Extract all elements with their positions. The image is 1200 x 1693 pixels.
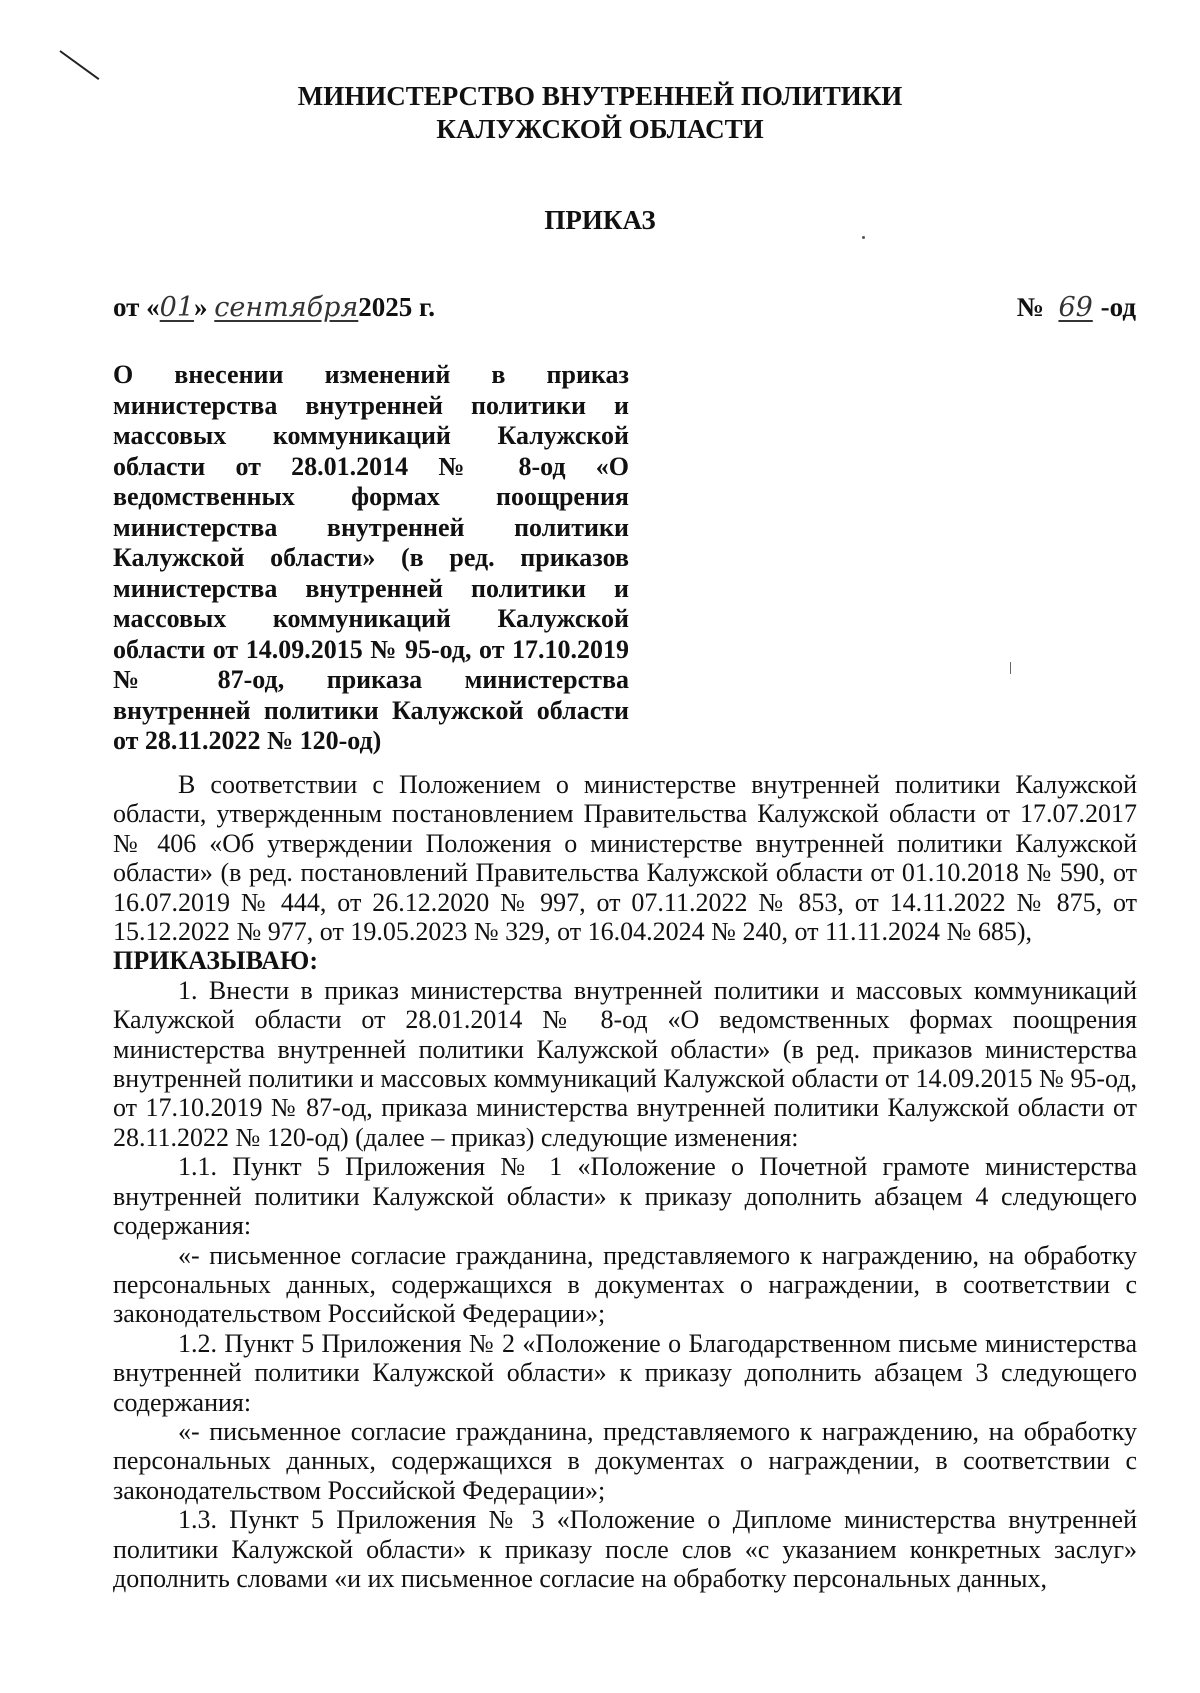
order-date (113, 292, 435, 323)
pen-stroke-mark (59, 50, 99, 80)
preamble-paragraph: В соответствии с Положением о министерстве внутренней политики Калужской области, утвержденным постановлением Правительства Калужской области от 17.07.2017 № 406 «Об утверждении Положения о министерстве внутренней политики Калужской области» (в ред. постановлений Правительства Калужской области от 01.10.2018 № 590, от 16.07.2019 № 444, от 26.12.2020 № 997, от 07.11.2022 № 853, от 14.11.2022 № 875, от 15.12.2022 № 977, от 19.05.2023 № 329, от 16.04.2024 № 240, от 11.11.2024 № 685), (113, 770, 1137, 947)
scan-speck (1010, 662, 1011, 674)
ministry-line-1: МИНИСТЕРСТВО ВНУТРЕННЕЙ ПОЛИТИКИ (297, 81, 903, 111)
order-body (113, 770, 1137, 1593)
clause-1-2-quote: «- письменное согласие гражданина, представляемого к награждению, на обработку персональных данных, содержащихся в документах о награждении, в соответствии с законодательством Российской Федерации»; (113, 1416, 1137, 1505)
order-title: ПРИКАЗ (544, 205, 656, 235)
date-month-handwritten: сентября (214, 292, 359, 323)
date-prefix: от « (113, 292, 160, 322)
scan-speck (862, 236, 865, 239)
clause-1-1-quote: «- письменное согласие гражданина, представляемого к награждению, на обработку персональных данных, содержащихся в документах о награждении, в соответствии с законодательством Российской Федерации»; (113, 1240, 1137, 1329)
ministry-header (0, 80, 1200, 146)
order-number (1017, 292, 1136, 323)
ministry-line-2: КАЛУЖСКОЙ ОБЛАСТИ (436, 114, 764, 144)
number-prefix: № (1016, 292, 1044, 322)
number-handwritten: 69 (1058, 292, 1093, 323)
number-suffix: -од (1100, 292, 1136, 322)
order-date-line (113, 292, 1136, 326)
date-mid: » (194, 292, 208, 322)
clause-1-3: 1.3. Пункт 5 Приложения № 3 «Положение о Дипломе министерства внутренней политики Калужской области» к приказу после слов «с указанием конкретных заслуг» дополнить словами «и их письменное согласие на обработку персональных данных, (113, 1505, 1137, 1593)
date-year: 2025 г. (358, 292, 436, 322)
order-word: ПРИКАЗЫВАЮ: (113, 946, 318, 976)
order-subject: О внесении изменений в приказ министерства внутренней политики и массовых коммуникаций Калужской области от 28.01.2014 № 8-од «О ведомственных формах поощрения министерства внутренней политики Калужской области» (в ред. приказов министерства внутренней политики и массовых коммуникаций Калужской области от 14.09.2015 № 95-од, от 17.10.2019 № 87-од, приказа министерства внутренней политики Калужской области от 28.11.2022 № 120-од) (113, 360, 629, 755)
date-day-handwritten: 01 (159, 292, 195, 323)
clause-1-1: 1.1. Пункт 5 Приложения № 1 «Положение о Почетной грамоте министерства внутренней политики Калужской области» к приказу дополнить абзацем 4 следующего содержания: (113, 1152, 1137, 1241)
clause-1-2: 1.2. Пункт 5 Приложения № 2 «Положение о Благодарственном письме министерства внутренней политики Калужской области» к приказу дополнить абзацем 3 следующего содержания: (113, 1328, 1137, 1417)
clause-1: 1. Внести в приказ министерства внутренней политики и массовых коммуникаций Калужской области от 28.01.2014 № 8-од «О ведомственных формах поощрения министерства внутренней политики Калужской области» (в ред. приказов министерства внутренней политики и массовых коммуникаций Калужской области от 14.09.2015 № 95-од, от 17.10.2019 № 87-од, приказа министерства внутренней политики Калужской области от 28.11.2022 № 120-од) (далее – приказ) следующие изменения: (113, 975, 1137, 1152)
